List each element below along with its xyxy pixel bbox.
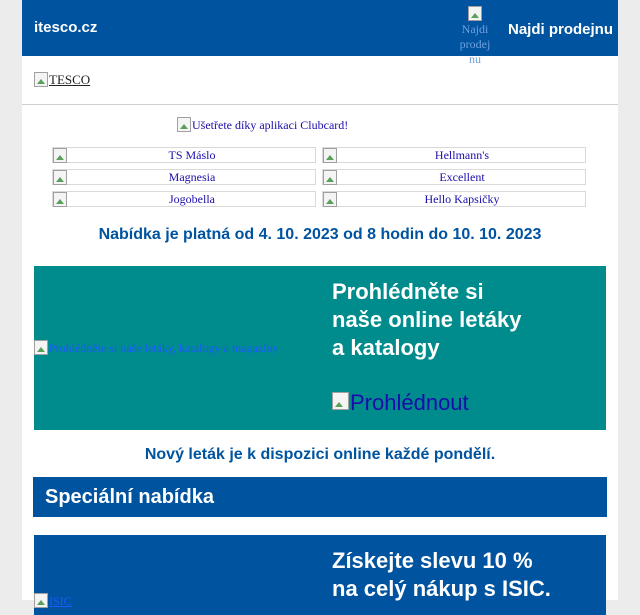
isic-heading-line: Získejte slevu 10 % xyxy=(332,548,533,573)
leaflets-image-alt: Prohlédněte si naše letáky, katalogy a magazíny xyxy=(49,341,279,355)
isic-image-alt: ISIC xyxy=(49,594,72,608)
broken-image-icon xyxy=(34,593,48,608)
brand-label: Excellent xyxy=(439,170,485,184)
broken-image-icon xyxy=(53,170,67,185)
leaflets-heading xyxy=(332,278,592,362)
brand-label: Magnesia xyxy=(168,170,216,184)
browse-leaflets-button[interactable] xyxy=(332,390,469,416)
broken-image-icon xyxy=(468,6,482,21)
leaflets-heading-line: Prohlédněte si xyxy=(332,279,484,304)
tesco-logo-alt: TESCO xyxy=(49,72,91,87)
brand-label: Hello Kapsičky xyxy=(424,192,500,206)
logo-row xyxy=(22,56,618,105)
brand-label: Jogobella xyxy=(169,192,215,206)
isic-image[interactable] xyxy=(34,593,72,609)
leaflets-heading-line: naše online letáky xyxy=(332,307,522,332)
broken-image-icon xyxy=(332,392,349,410)
brand-label: Hellmann's xyxy=(434,148,490,162)
broken-image-icon xyxy=(323,170,337,185)
isic-banner xyxy=(34,535,606,615)
browse-leaflets-button-alt: Prohlédnout xyxy=(350,390,469,415)
broken-image-icon xyxy=(177,117,191,132)
leaflets-heading-line: a katalogy xyxy=(332,335,440,360)
broken-image-icon xyxy=(34,340,48,355)
find-store-link[interactable]: Najdi prodejnu xyxy=(508,21,613,38)
brand-tile-magnesia[interactable] xyxy=(52,169,316,185)
broken-image-icon xyxy=(53,192,67,207)
top-header-bar xyxy=(22,0,618,66)
store-pin-icon-alt: Najdi prodejnu xyxy=(459,22,491,66)
brand-tile-ts-maslo[interactable] xyxy=(52,147,316,163)
broken-image-icon xyxy=(323,192,337,207)
broken-image-icon xyxy=(53,148,67,163)
broken-image-icon xyxy=(34,72,48,87)
brand-label: TS Máslo xyxy=(168,148,216,162)
brand-tile-jogobella[interactable] xyxy=(52,191,316,207)
email-container xyxy=(22,0,618,608)
clubcard-banner-alt: Ušetřete díky aplikaci Clubcard! xyxy=(192,118,349,132)
store-pin-icon[interactable] xyxy=(458,6,492,66)
isic-heading xyxy=(332,547,602,603)
isic-heading-line: na celý nákup s ISIC. xyxy=(332,576,551,601)
site-link[interactable]: itesco.cz xyxy=(34,19,98,36)
new-leaflet-note: Nový leták je k dispozici online každé pondělí. xyxy=(144,446,496,463)
brand-tile-hello-kapsicky[interactable] xyxy=(322,191,586,207)
special-offer-header: Speciální nabídka xyxy=(33,477,607,517)
broken-image-icon xyxy=(323,148,337,163)
leaflets-image[interactable] xyxy=(34,340,278,356)
offer-validity-text: Nabídka je platná od 4. 10. 2023 od 8 hodin do 10. 10. 2023 xyxy=(98,226,542,243)
brand-tile-hellmanns[interactable] xyxy=(322,147,586,163)
leaflets-banner xyxy=(34,266,606,430)
clubcard-banner[interactable] xyxy=(177,117,348,133)
brand-tile-excellent[interactable] xyxy=(322,169,586,185)
tesco-logo[interactable] xyxy=(34,72,90,88)
